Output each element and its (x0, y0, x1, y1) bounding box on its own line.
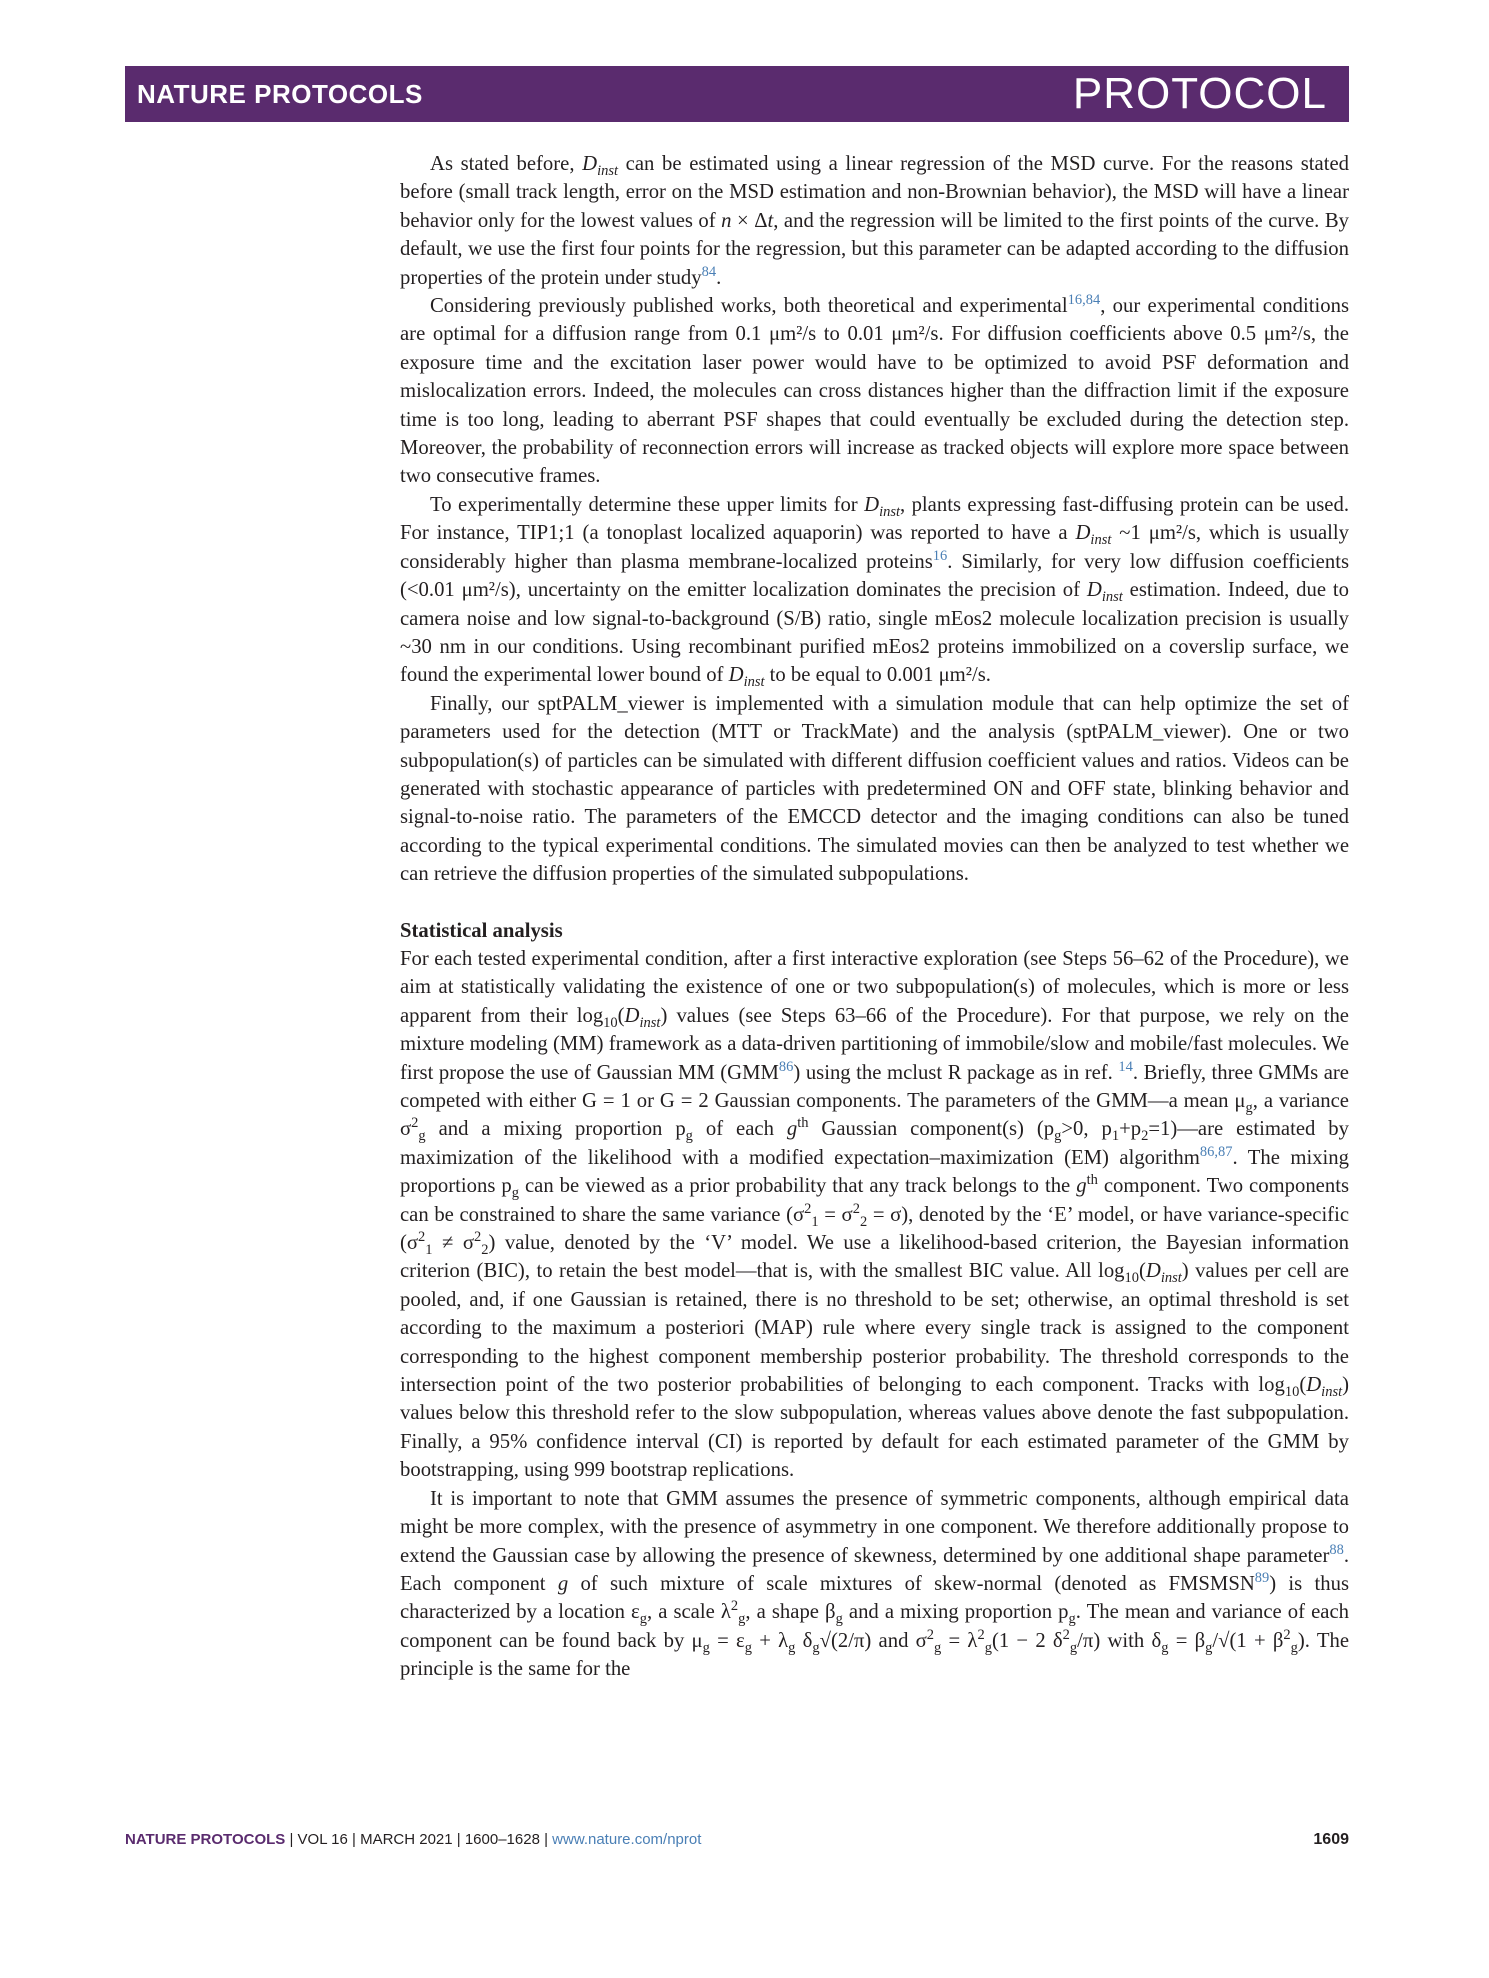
paragraph-skew-normal: It is important to note that GMM assumes the presence of symmetric components, although empirical data might be more complex, with the presence of asymmetry in one component. We therefore additionally propose to extend the Gaussian case by allowing the presence of skewness, determined by one additional shape parameter$^{88}$. Each component g of such mixture of scale mixtures of skew-normal (denoted as FMSMSN$^{89}$) is thus characterized by a location $\varepsilon_g$, a scale $\lambda^2_g$, a shape $\beta_g$ and a mixing proportion $p_g$. The mean and variance of each component can be found back by $\mu_g = \varepsilon_g + \lambda_g$ $\delta_g√(2/\pi)$ and $\sigma^2_g = \lambda^2_g(1 - 2$ $\delta^2_g/\pi$) with $\delta_g = \beta_g/√(1 + \beta^2_g)$. The principle is the same for the (400, 1487, 1350, 1681)
superscript: 2 (1283, 1626, 1291, 1643)
italic-symbol: D (864, 493, 880, 516)
italic-symbol: t (767, 209, 774, 232)
superscript: 2 (852, 1200, 860, 1217)
subscript: 1 (1111, 1128, 1120, 1145)
footer-citation (125, 1831, 701, 1848)
page-footer (125, 1831, 1349, 1855)
subscript: g (738, 1611, 746, 1628)
paragraph-mixture-modeling: For each tested experimental condition, after a first interactive exploration (see Steps 56–62 of the Procedure), we aim at statistically validating the existence of one or two subpopulation(s) of molecules, which is more or less apparent from their $\log_{10}(D_{inst})$ values (see Steps 63–66 of the Procedure). For that purpose, we rely on the mixture modeling (MM) framework as a data-driven partitioning of immobile/slow and mobile/fast molecules. We first propose the use of Gaussian MM (GMM$^{86}$) using the mclust R package as in ref. $^{14}$. Briefly, three GMMs are competed with either G = 1 or G = 2 Gaussian components. The parameters of the GMM—a mean $\mu_g$, a variance $\sigma^2_g$ and a mixing proportion $p_g$ of each $g^{th}$ Gaussian component(s) ($p_g>0$, $p_1+p_2=1)—are$ estimated by maximization of the likelihood with a modified expectation–maximization (EM) algorithm$^{86,87}$. The mixing proportions $p_g$ can be viewed as a prior probability that any track belongs to the $g^{th}$ component. Two components can be constrained to share the same variance $(\sigma^2_1 = \sigma^2_2 = \sigma)$, denoted by the ‘E’ model, or have variance-specific $(\sigma^2_1 \ne \sigma^2_2)$ value, denoted by the ‘V’ model. We use a likelihood-based criterion, the Bayesian information criterion (BIC), to retain the best model—that is, with the smallest BIC value. All $\log_{10}(D_{inst})$ values per cell are pooled, and, if one Gaussian is retained, there is no threshold to be set; otherwise, an optimal threshold is set according to the maximum a posteriori (MAP) rule where every single track is assigned to the component corresponding to the highest component membership posterior probability. The threshold corresponds to the intersection point of the two posterior probabilities of belonging to each component. Tracks with $\log_{10}(D_{inst})$ values below this threshold refer to the slow subpopulation, whereas values above denote the fast subpopulation. Finally, a 95% confidence interval (CI) is reported by default for each estimated parameter of the GMM by bootstrapping, using 999 bootstrap replications. (400, 947, 1350, 1482)
paragraph-diffusion-range: Considering previously published works, both theoretical and experimental$^{16,84}$, our experimental conditions are optimal for a diffusion range from 0.1 μm²/s to 0.01 μm²/s. For diffusion coefficients above 0.5 μm²/s, the exposure time and the excitation laser power would have to be optimized to avoid PSF deformation and mislocalization errors. Indeed, the molecules can cross distances higher than the diffraction limit if the exposure time is too long, leading to aberrant PSF shapes that could eventually be excluded during the detection step. Moreover, the probability of reconnection errors will increase as tracked objects will explore more space between two consecutive frames. (400, 292, 1349, 488)
subscript: 10 (603, 1014, 618, 1031)
footer-volume-info: | VOL 16 | MARCH 2021 | 1600–1628 | (285, 1831, 553, 1848)
italic-symbol: D (728, 664, 744, 687)
paragraph-upper-limits: To experimentally determine these upper limits for $D_{inst}$, plants expressing fast-diffusing protein can be used. For instance, TIP1;1 (a tonoplast localized aquaporin) was reported to have a $D_{inst}$ ~1 μm²/s, which is usually considerably higher than plasma membrane-localized proteins$^{16}$. Similarly, for very low diffusion coefficients (<0.01 μm²/s), uncertainty on the emitter localization dominates the precision of $D_{inst}$ estimation. Indeed, due to camera noise and low signal-to-background (S/B) ratio, single mEos2 molecule localization precision is usually ~30 nm in our conditions. Using recombinant purified mEos2 proteins immobilized on a coverslip surface, we found the experimental lower bound of $D_{inst}$ to be equal to 0.001 μm²/s. (400, 493, 1349, 691)
subscript: g (1054, 1128, 1062, 1145)
subscript: 1 (425, 1242, 433, 1259)
paragraph-simulation-module: Finally, our sptPALM_viewer is implemented with a simulation module that can help optimize the set of parameters used for the detection (MTT or TrackMate) and the analysis (sptPALM_viewer). One or two subpopulation(s) of particles can be simulated with different diffusion coefficient values and ratios. Videos can be generated with stochastic appearance of particles with predetermined ON and OFF state, blinking behavior and signal-to-noise ratio. The parameters of the EMCCD detector and the imaging conditions can also be tuned according to the typical experimental conditions. The simulated movies can then be analyzed to test whether we can retrieve the diffusion properties of the simulated subpopulations. (400, 692, 1349, 886)
italic-subscript: inst (1101, 589, 1123, 606)
subscript: g (685, 1128, 693, 1145)
subscript: g (984, 1639, 992, 1656)
subscript: g (639, 1611, 647, 1628)
italic-symbol: D (624, 1004, 640, 1027)
section-heading-statistical-analysis: Statistical analysis (400, 919, 563, 942)
superscript: 2 (977, 1626, 985, 1643)
italic-symbol: D (1086, 579, 1102, 602)
subscript: 2 (481, 1242, 489, 1259)
subscript: g (934, 1639, 942, 1656)
reference-link[interactable]: 88 (1329, 1541, 1344, 1558)
reference-link[interactable]: 14 (1118, 1058, 1133, 1075)
superscript: 2 (730, 1598, 739, 1615)
italic-symbol: D (582, 153, 598, 175)
italic-symbol: D (1075, 522, 1091, 545)
subscript: g (1245, 1100, 1253, 1117)
italic-subscript: inst (597, 163, 619, 180)
italic-subscript: inst (1321, 1384, 1343, 1401)
reference-link[interactable]: 89 (1254, 1570, 1270, 1587)
superscript: th (1086, 1172, 1098, 1189)
italic-symbol: g (557, 1572, 569, 1595)
subscript: g (1069, 1639, 1078, 1656)
article-body (400, 150, 1349, 1684)
superscript: 2 (926, 1626, 935, 1643)
subscript: 10 (1124, 1270, 1139, 1287)
subscript: g (744, 1639, 752, 1656)
superscript: th (797, 1115, 809, 1132)
subscript: g (788, 1639, 796, 1656)
superscript: 2 (474, 1229, 482, 1246)
reference-link[interactable]: 16,84 (1067, 292, 1101, 309)
subscript: 2 (1141, 1128, 1149, 1145)
italic-symbol: n (721, 209, 732, 232)
page-number: 1609 (1313, 1831, 1349, 1848)
superscript: 2 (804, 1200, 812, 1217)
italic-symbol: g (786, 1118, 798, 1141)
italic-subscript: inst (743, 674, 765, 691)
subscript: 10 (1284, 1384, 1300, 1401)
italic-subscript: inst (879, 504, 900, 521)
italic-subscript: inst (639, 1014, 661, 1031)
italic-subscript: inst (1160, 1270, 1182, 1287)
italic-symbol: D (1145, 1260, 1161, 1283)
subscript: g (835, 1611, 843, 1628)
reference-link[interactable]: 86,87 (1199, 1143, 1233, 1160)
italic-symbol: D (1306, 1374, 1322, 1397)
subscript: g (812, 1639, 820, 1656)
subscript: g (511, 1185, 519, 1202)
superscript: 2 (411, 1115, 419, 1132)
superscript: 2 (1062, 1626, 1070, 1643)
superscript: 2 (418, 1229, 426, 1246)
reference-link[interactable]: 86 (778, 1058, 794, 1075)
subscript: g (1068, 1611, 1076, 1628)
subscript: 1 (811, 1213, 819, 1230)
italic-subscript: inst (1090, 532, 1112, 549)
subscript: g (1290, 1639, 1298, 1656)
subscript: g (418, 1128, 426, 1145)
article-type: PROTOCOL (1072, 69, 1327, 118)
reference-link[interactable]: 84 (701, 263, 717, 280)
subscript: g (702, 1639, 710, 1656)
italic-symbol: g (1076, 1175, 1087, 1198)
subscript: 2 (859, 1213, 868, 1230)
journal-header-banner (125, 66, 1349, 122)
journal-name: NATURE PROTOCOLS (137, 79, 423, 109)
footer-journal: NATURE PROTOCOLS (125, 1831, 286, 1848)
footer-url-link[interactable]: www.nature.com/nprot (552, 1831, 702, 1848)
subscript: g (1161, 1639, 1169, 1656)
subscript: g (1205, 1639, 1213, 1656)
paragraph-msd-regression: As stated before, $D_{inst}$ can be estimated using a linear regression of the MSD curve. For the reasons stated before (small track length, error on the MSD estimation and non-Brownian behavior), the MSD will have a linear behavior only for the lowest values of n × Δt, and the regression will be limited to the first points of the curve. By default, we use the first four points for the regression, but this parameter can be adapted according to the diffusion properties of the protein under study$^{84}$. (400, 153, 1349, 289)
reference-link[interactable]: 16 (932, 547, 948, 564)
